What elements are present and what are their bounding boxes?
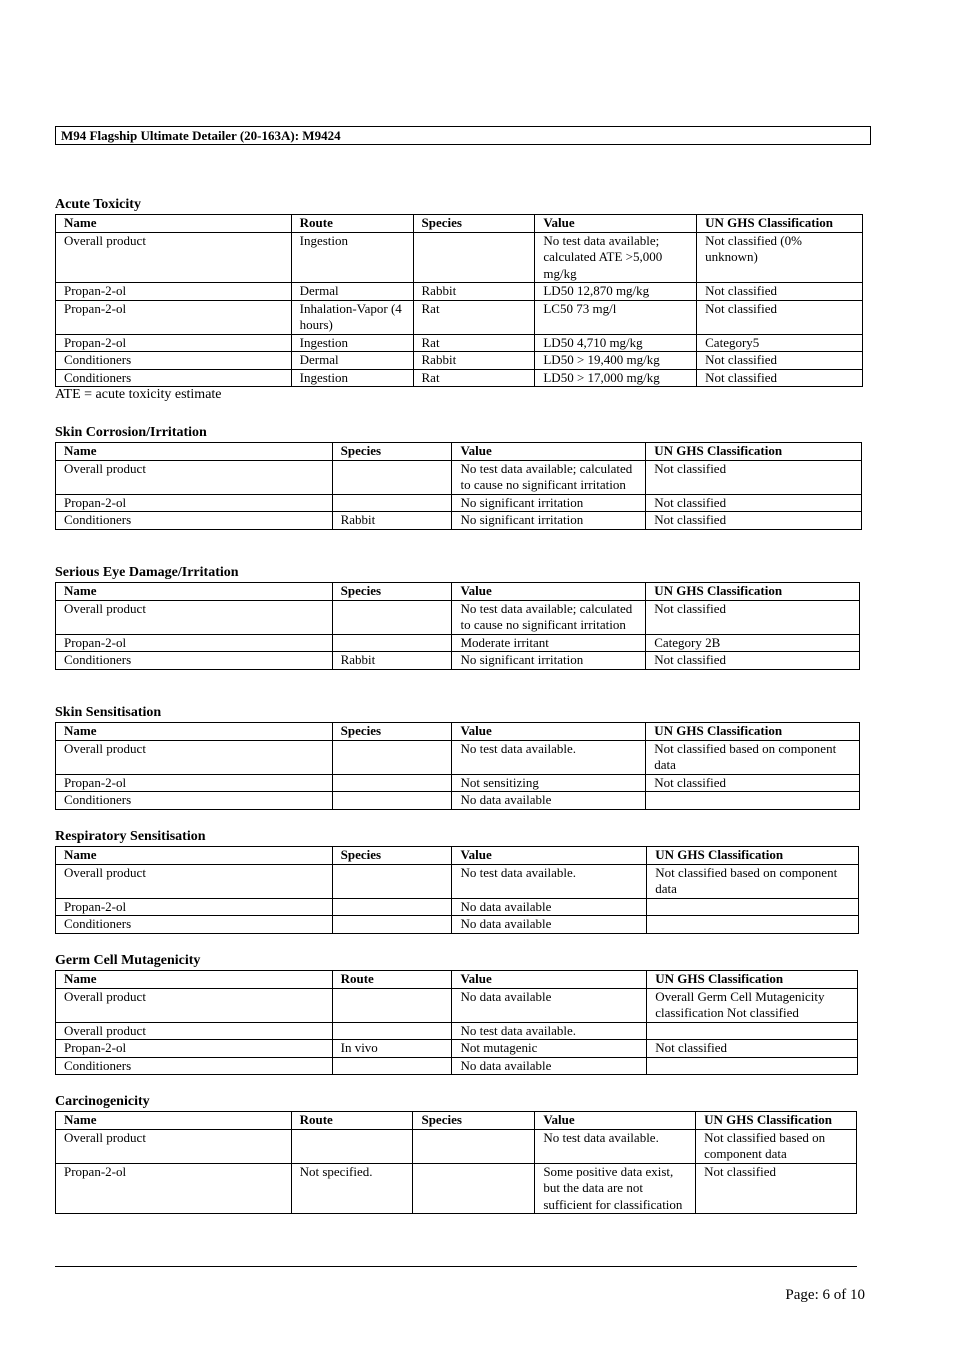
table-cell: Not classified bbox=[646, 600, 860, 634]
table-cell bbox=[646, 792, 860, 810]
column-header: Value bbox=[452, 971, 647, 989]
table-cell bbox=[647, 898, 859, 916]
column-header: Name bbox=[56, 443, 333, 461]
column-header: Name bbox=[56, 971, 333, 989]
table-cell: LD50 > 17,000 mg/kg bbox=[535, 369, 697, 387]
table-row bbox=[56, 494, 862, 512]
table-cell: LD50 12,870 mg/kg bbox=[535, 283, 697, 301]
table-cell: Propan-2-ol bbox=[56, 283, 292, 301]
table-cell: No data available bbox=[452, 1057, 647, 1075]
table-cell bbox=[332, 898, 452, 916]
table-cell: Rabbit bbox=[413, 352, 535, 370]
table-cell: Conditioners bbox=[56, 1057, 333, 1075]
table-row bbox=[56, 988, 858, 1022]
section-title-germ-cell-mutagenicity: Germ Cell Mutagenicity bbox=[55, 953, 201, 968]
table-header-row bbox=[56, 583, 860, 601]
column-header: Name bbox=[56, 215, 292, 233]
table-cell: Conditioners bbox=[56, 916, 333, 934]
table-cell: No test data available. bbox=[452, 1022, 647, 1040]
column-header: Species bbox=[332, 443, 452, 461]
table-cell: Overall product bbox=[56, 988, 333, 1022]
table-cell bbox=[332, 792, 452, 810]
table-cell: Rabbit bbox=[413, 283, 535, 301]
table-row bbox=[56, 300, 863, 334]
table-cell: Propan-2-ol bbox=[56, 1040, 333, 1058]
table-header-row bbox=[56, 215, 863, 233]
table-row bbox=[56, 512, 862, 530]
table-cell: Category5 bbox=[697, 334, 863, 352]
column-header: UN GHS Classification bbox=[697, 215, 863, 233]
table-cell: LD50 > 19,400 mg/kg bbox=[535, 352, 697, 370]
table-row bbox=[56, 1163, 857, 1214]
table-cell bbox=[332, 494, 452, 512]
table-cell: Not mutagenic bbox=[452, 1040, 647, 1058]
table-row bbox=[56, 634, 860, 652]
column-header: Value bbox=[535, 215, 697, 233]
table-cell: Not classified bbox=[646, 652, 860, 670]
table-row bbox=[56, 369, 863, 387]
table-row bbox=[56, 1040, 858, 1058]
table-row bbox=[56, 652, 860, 670]
table-cell: No data available bbox=[452, 988, 647, 1022]
table-cell: Not classified bbox=[646, 774, 860, 792]
table-cell: LD50 4,710 mg/kg bbox=[535, 334, 697, 352]
table-row bbox=[56, 1022, 858, 1040]
table-header-row bbox=[56, 847, 859, 865]
ate-note: ATE = acute toxicity estimate bbox=[55, 387, 222, 402]
column-header: UN GHS Classification bbox=[647, 847, 859, 865]
table-cell: Conditioners bbox=[56, 792, 333, 810]
table-cell bbox=[413, 1163, 535, 1214]
table-cell: Not classified bbox=[697, 369, 863, 387]
column-header: UN GHS Classification bbox=[646, 583, 860, 601]
column-header: Route bbox=[332, 971, 452, 989]
table-header-row bbox=[56, 971, 858, 989]
column-header: Value bbox=[452, 583, 646, 601]
table-cell: Not classified based on component data bbox=[646, 740, 860, 774]
column-header: Name bbox=[56, 1112, 292, 1130]
column-header: Route bbox=[291, 215, 413, 233]
table-cell: Conditioners bbox=[56, 352, 292, 370]
table-cell bbox=[332, 634, 452, 652]
table-cell: Rat bbox=[413, 334, 535, 352]
table-cell: Ingestion bbox=[291, 369, 413, 387]
table-cell: Propan-2-ol bbox=[56, 1163, 292, 1214]
table-cell: Propan-2-ol bbox=[56, 774, 333, 792]
table-cell: Ingestion bbox=[291, 232, 413, 283]
table-cell: Not classified bbox=[697, 283, 863, 301]
table-cell bbox=[332, 1022, 452, 1040]
table-cell: Moderate irritant bbox=[452, 634, 646, 652]
table-header-row bbox=[56, 443, 862, 461]
table-cell: Propan-2-ol bbox=[56, 300, 292, 334]
column-header: Value bbox=[452, 847, 647, 865]
table-cell: Rat bbox=[413, 300, 535, 334]
germ-cell-mutagenicity-table bbox=[55, 970, 858, 1075]
table-cell: Overall Germ Cell Mutagenicity classification Not classified bbox=[647, 988, 858, 1022]
column-header: UN GHS Classification bbox=[647, 971, 858, 989]
table-cell: No data available bbox=[452, 792, 646, 810]
table-cell: No test data available; calculated to cause no significant irritation bbox=[452, 460, 646, 494]
table-cell bbox=[332, 600, 452, 634]
table-cell: Not classified based on component data bbox=[696, 1129, 857, 1163]
table-cell: Rabbit bbox=[332, 512, 452, 530]
respiratory-sensitisation-table bbox=[55, 846, 859, 934]
table-cell: No test data available; calculated to cause no significant irritation bbox=[452, 600, 646, 634]
table-row bbox=[56, 740, 860, 774]
table-cell: Inhalation-Vapor (4 hours) bbox=[291, 300, 413, 334]
section-title-acute-toxicity: Acute Toxicity bbox=[55, 197, 141, 212]
table-header-row bbox=[56, 723, 860, 741]
table-cell: No significant irritation bbox=[452, 512, 646, 530]
column-header: Value bbox=[535, 1112, 696, 1130]
table-cell: Dermal bbox=[291, 283, 413, 301]
table-cell: Not classified (0% unknown) bbox=[697, 232, 863, 283]
table-row bbox=[56, 1129, 857, 1163]
column-header: UN GHS Classification bbox=[696, 1112, 857, 1130]
table-cell: Propan-2-ol bbox=[56, 494, 333, 512]
table-cell: Not classified based on component data bbox=[647, 864, 859, 898]
table-header-row bbox=[56, 1112, 857, 1130]
table-cell: In vivo bbox=[332, 1040, 452, 1058]
table-cell: Overall product bbox=[56, 740, 333, 774]
table-row bbox=[56, 283, 863, 301]
table-cell: No significant irritation bbox=[452, 652, 646, 670]
section-title-respiratory-sensitisation: Respiratory Sensitisation bbox=[55, 829, 206, 844]
table-cell: Rat bbox=[413, 369, 535, 387]
table-cell: Conditioners bbox=[56, 369, 292, 387]
column-header: Species bbox=[413, 215, 535, 233]
table-row bbox=[56, 334, 863, 352]
table-cell: Not specified. bbox=[291, 1163, 413, 1214]
column-header: Species bbox=[332, 723, 452, 741]
table-row bbox=[56, 916, 859, 934]
table-cell: Not classified bbox=[646, 460, 862, 494]
carcinogenicity-table bbox=[55, 1111, 857, 1214]
table-row bbox=[56, 600, 860, 634]
table-cell: No test data available. bbox=[535, 1129, 696, 1163]
column-header: Species bbox=[332, 847, 452, 865]
table-cell bbox=[332, 1057, 452, 1075]
table-cell: Propan-2-ol bbox=[56, 634, 333, 652]
table-cell: Overall product bbox=[56, 1022, 333, 1040]
table-row bbox=[56, 352, 863, 370]
column-header: Species bbox=[413, 1112, 535, 1130]
section-title-skin-corrosion: Skin Corrosion/Irritation bbox=[55, 425, 207, 440]
table-cell: Conditioners bbox=[56, 652, 333, 670]
table-cell: Propan-2-ol bbox=[56, 898, 333, 916]
table-cell bbox=[332, 916, 452, 934]
page-number: Page: 6 of 10 bbox=[785, 1287, 865, 1303]
table-cell: Dermal bbox=[291, 352, 413, 370]
table-cell: Not classified bbox=[647, 1040, 858, 1058]
table-cell bbox=[291, 1129, 413, 1163]
table-cell: Some positive data exist, but the data are not sufficient for classification bbox=[535, 1163, 696, 1214]
section-title-carcinogenicity: Carcinogenicity bbox=[55, 1094, 150, 1109]
table-row bbox=[56, 460, 862, 494]
table-cell: Rabbit bbox=[332, 652, 452, 670]
footer-divider bbox=[55, 1266, 857, 1267]
table-cell bbox=[332, 864, 452, 898]
table-cell bbox=[332, 740, 452, 774]
acute-toxicity-table bbox=[55, 214, 863, 387]
column-header: Species bbox=[332, 583, 452, 601]
document-header: M94 Flagship Ultimate Detailer (20-163A): M9424 bbox=[55, 126, 871, 145]
table-cell bbox=[332, 988, 452, 1022]
column-header: Value bbox=[452, 443, 646, 461]
table-cell: Overall product bbox=[56, 600, 333, 634]
table-cell bbox=[413, 1129, 535, 1163]
column-header: Name bbox=[56, 723, 333, 741]
table-cell: Not classified bbox=[646, 512, 862, 530]
skin-sensitisation-table bbox=[55, 722, 860, 810]
table-cell: Not classified bbox=[697, 300, 863, 334]
column-header: UN GHS Classification bbox=[646, 443, 862, 461]
table-cell: Category 2B bbox=[646, 634, 860, 652]
table-row bbox=[56, 864, 859, 898]
table-cell: Overall product bbox=[56, 864, 333, 898]
eye-damage-table bbox=[55, 582, 860, 670]
table-cell: Not sensitizing bbox=[452, 774, 646, 792]
table-cell: Not classified bbox=[646, 494, 862, 512]
table-cell: No significant irritation bbox=[452, 494, 646, 512]
table-cell bbox=[647, 1022, 858, 1040]
table-cell bbox=[332, 774, 452, 792]
table-row bbox=[56, 792, 860, 810]
table-row bbox=[56, 898, 859, 916]
table-cell: Ingestion bbox=[291, 334, 413, 352]
skin-corrosion-table bbox=[55, 442, 862, 530]
table-cell: Conditioners bbox=[56, 512, 333, 530]
table-cell: Overall product bbox=[56, 232, 292, 283]
column-header: Name bbox=[56, 583, 333, 601]
table-cell bbox=[647, 916, 859, 934]
table-cell: Overall product bbox=[56, 460, 333, 494]
table-cell: No test data available. bbox=[452, 864, 647, 898]
table-cell: Overall product bbox=[56, 1129, 292, 1163]
table-cell: No data available bbox=[452, 916, 647, 934]
table-cell: Propan-2-ol bbox=[56, 334, 292, 352]
table-row bbox=[56, 774, 860, 792]
table-cell: No data available bbox=[452, 898, 647, 916]
table-cell bbox=[332, 460, 452, 494]
column-header: UN GHS Classification bbox=[646, 723, 860, 741]
table-cell bbox=[647, 1057, 858, 1075]
table-row bbox=[56, 232, 863, 283]
table-cell: No test data available. bbox=[452, 740, 646, 774]
table-cell bbox=[413, 232, 535, 283]
table-cell: LC50 73 mg/l bbox=[535, 300, 697, 334]
column-header: Name bbox=[56, 847, 333, 865]
section-title-skin-sensitisation: Skin Sensitisation bbox=[55, 705, 162, 720]
table-cell: Not classified bbox=[697, 352, 863, 370]
section-title-eye-damage: Serious Eye Damage/Irritation bbox=[55, 565, 239, 580]
table-cell: Not classified bbox=[696, 1163, 857, 1214]
table-row bbox=[56, 1057, 858, 1075]
table-cell: No test data available; calculated ATE >5,000 mg/kg bbox=[535, 232, 697, 283]
column-header: Route bbox=[291, 1112, 413, 1130]
column-header: Value bbox=[452, 723, 646, 741]
